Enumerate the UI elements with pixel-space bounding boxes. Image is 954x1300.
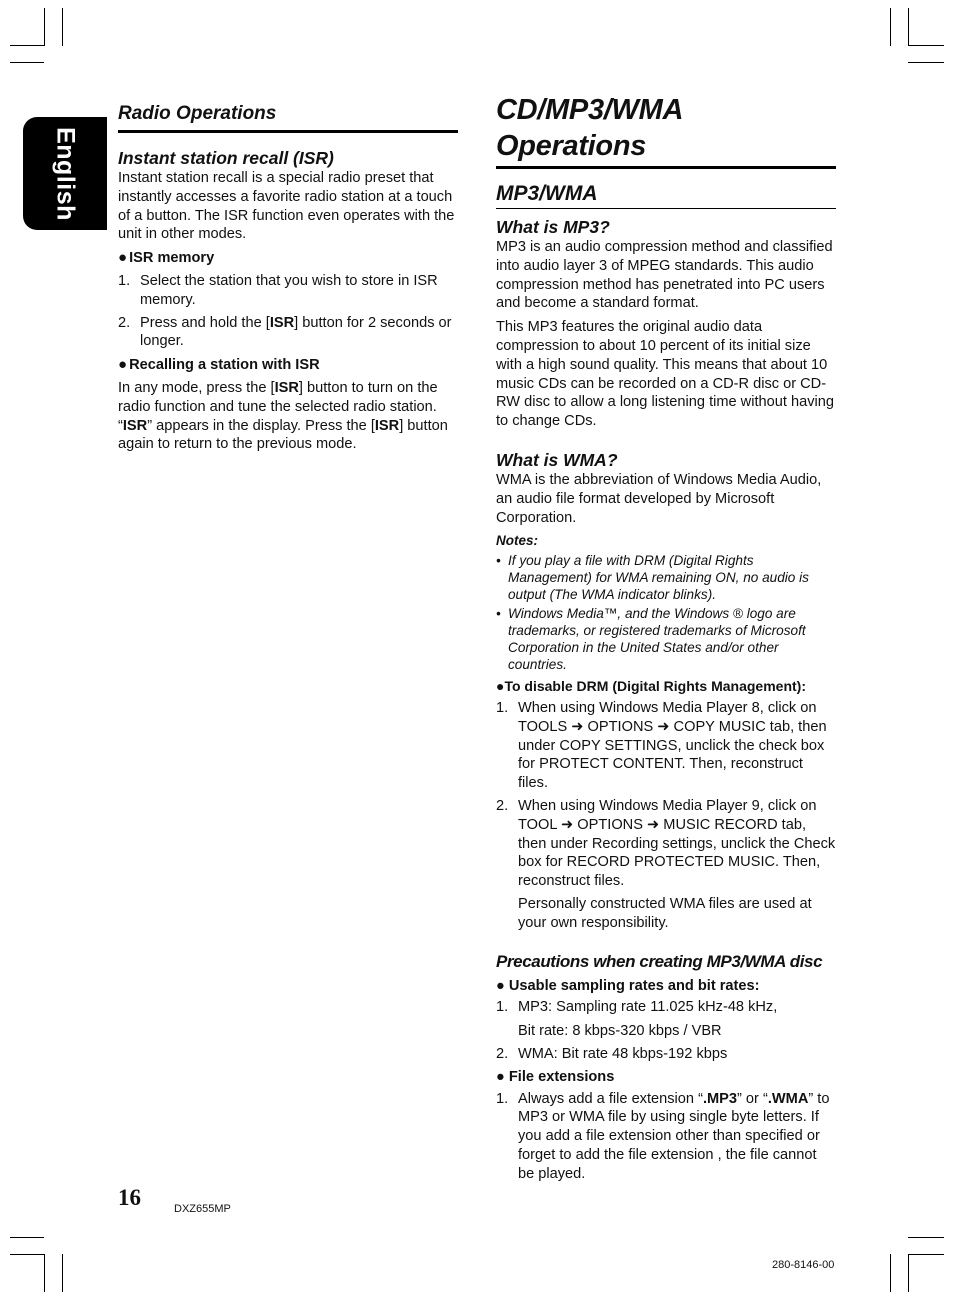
precautions-heading: Precautions when creating MP3/WMA disc xyxy=(496,951,823,971)
bullet-icon: ● xyxy=(496,1068,505,1085)
note-item: • If you play a file with DRM (Digital Rights Management) for WMA remaining ON, no audio is output (The WMA indicator blinks). xyxy=(496,553,809,603)
bullet-icon: ● xyxy=(496,678,505,695)
extensions-heading: ● File extensions xyxy=(496,1068,615,1085)
bullet-icon: ● xyxy=(118,249,128,267)
language-tab-label: English xyxy=(51,126,80,221)
list-item: 2. When using Windows Media Player 9, click on TOOL ➜ OPTIONS ➜ MUSIC RECORD tab, then under Recording settings, unclick the Check box for RECORD PROTECTED MUSIC. Then, reconstruct files. xyxy=(496,797,836,890)
section-heading: Radio Operations xyxy=(118,102,458,133)
list-item: 2. WMA: Bit rate 48 kbps-192 kbps xyxy=(496,1045,728,1062)
page-title: CD/MP3/WMA Operations xyxy=(496,92,836,169)
list-item: 2. Press and hold the [ISR] button for 2 seconds or longer. xyxy=(118,314,452,350)
what-is-wma-heading: What is WMA? xyxy=(496,449,618,470)
left-column xyxy=(118,100,458,459)
isr-title: Instant station recall (ISR) xyxy=(118,148,334,168)
bullet-icon: ● xyxy=(118,356,128,374)
list-item: 1. MP3: Sampling rate 11.025 kHz-48 kHz, Bit rate: 8 kbps-320 kbps / VBR xyxy=(496,999,778,1040)
model-number: DXZ655MP xyxy=(174,1203,231,1215)
notes-title: Notes: xyxy=(496,533,539,549)
list-item: 1. When using Windows Media Player 8, click on TOOLS ➜ OPTIONS ➜ COPY MUSIC tab, then under COPY SETTINGS, unclick the check box for PROTECT CONTENT. Then, reconstruct files. xyxy=(496,699,827,792)
mp3-paragraph: This MP3 features the original audio data compression to about 10 percent of its initial size with a high sound quality. This means that about 10 music CDs can be recorded on a CD-R disc or CD-RW disc to allow a long listening time without having to change CDs. xyxy=(496,319,834,430)
page-number: 16 xyxy=(118,1185,141,1210)
isr-recall-heading: ● Recalling a station with ISR xyxy=(118,356,320,374)
rates-heading: ● Usable sampling rates and bit rates: xyxy=(496,977,760,994)
isr-intro: Instant station recall is a special radio preset that instantly accesses a favorite radio station at a touch of a button. The ISR function even operates with the unit in other modes. xyxy=(118,170,455,243)
list-item: 1. Always add a file extension “.MP3” or “.WMA” to MP3 or WMA file by using single byte letters. If you add a file extension other than specified or forget to add the file extension , the file cannot be played. xyxy=(496,1090,830,1182)
mp3-wma-heading: MP3/WMA xyxy=(496,181,836,209)
document-code: 280-8146-00 xyxy=(772,1259,835,1271)
language-tab xyxy=(23,117,107,230)
right-column xyxy=(496,92,836,1187)
isr-recall-text: In any mode, press the [ISR] button to turn on the radio function and tune the selected radio station. “ISR” appears in the display. Press the [ISR] button again to return to the previous mode. xyxy=(118,379,448,453)
wma-paragraph: WMA is the abbreviation of Windows Media Audio, an audio file format developed by Microsoft Corporation. xyxy=(496,471,822,526)
mp3-paragraph: MP3 is an audio compression method and classified into audio layer 3 of MPEG standards. This audio compression method has penetrated into PC users and become a standard format. xyxy=(496,239,833,312)
bullet-icon: ● xyxy=(496,977,505,994)
note-item: • Windows Media™, and the Windows ® logo are trademarks, or registered trademarks of Microsoft Corporation in the United States and/or other countries. xyxy=(496,606,806,673)
drm-heading: ●To disable DRM (Digital Rights Management): xyxy=(496,678,806,695)
what-is-mp3-heading: What is MP3? xyxy=(496,217,610,237)
drm-note: Personally constructed WMA files are used at your own responsibility. xyxy=(518,895,812,931)
isr-memory-heading: ● ISR memory xyxy=(118,249,215,267)
list-item: 1. Select the station that you wish to store in ISR memory. xyxy=(118,272,438,308)
